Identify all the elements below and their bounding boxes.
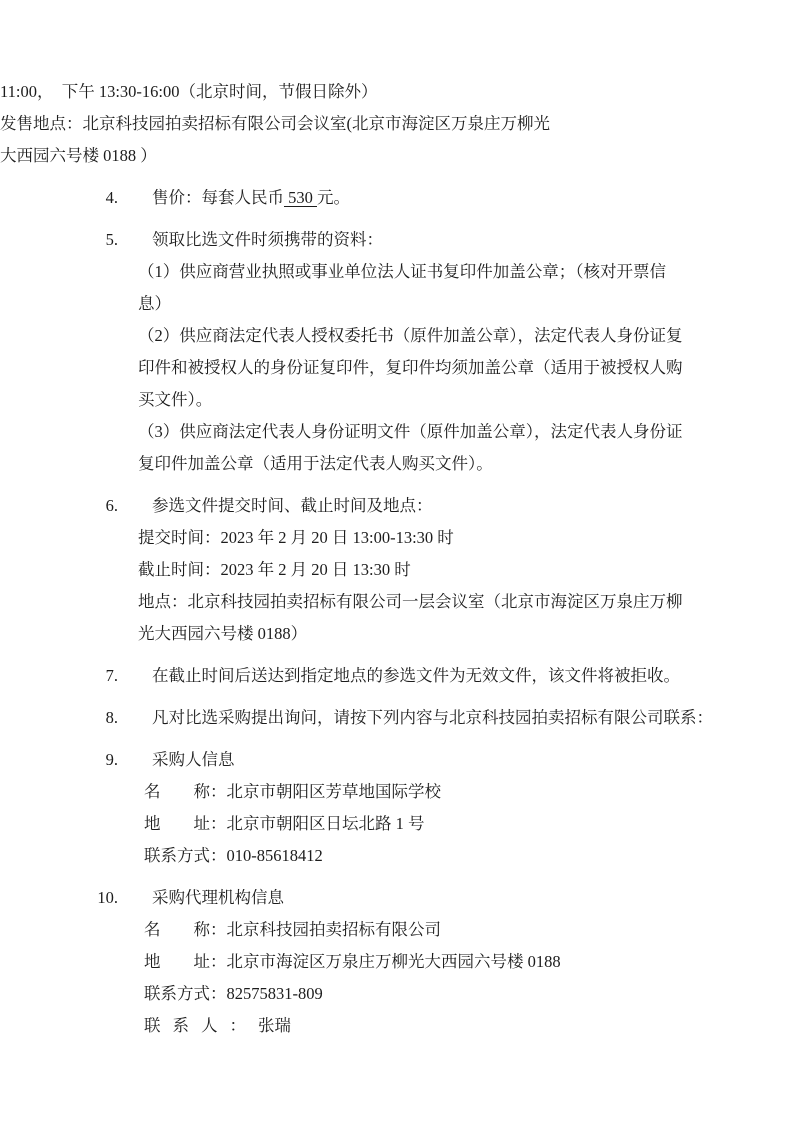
item-4-price [0,182,794,214]
contact-person-label: 联系人： [144,1016,258,1035]
price-line [152,182,794,214]
sale-hours-line: 11:00， 下午 13:30-16:00（北京时间，节假日除外） [0,82,378,101]
item-9-title: 采购人信息 [152,750,235,769]
sale-location-line-1: 发售地点：北京科技园拍卖招标有限公司会议室(北京市海淀区万泉庄万柳光 [0,114,550,133]
item-number: 5. [105,230,118,249]
item-number: 6. [105,496,118,515]
item-6-submission [0,490,794,650]
item-number: 4. [105,188,118,207]
price-prefix: 售价：每套人民币 [152,188,284,207]
item-5-line: 复印件加盖公章（适用于法定代表人购买文件）。 [138,454,493,473]
item-8-text: 凡对比选采购提出询问，请按下列内容与北京科技园拍卖招标有限公司联系： [152,708,713,727]
item-5-line: 息） [138,294,171,313]
item-9-purchaser-info [0,744,794,872]
item-8-inquiry [0,702,794,734]
place-line-2: 光大西园六号楼 0188） [138,624,308,643]
deadline-line: 截止时间：2023 年 2 月 20 日 13:30 时 [138,560,411,579]
item-5-line: 印件和被授权人的身份证复印件，复印件均须加盖公章（适用于被授权人购 [138,358,683,377]
agency-contact-person-line [144,1010,794,1042]
item-5-materials [0,224,794,480]
item-7-late-rejection [0,660,794,692]
submit-time-line: 提交时间：2023 年 2 月 20 日 13:00-13:30 时 [138,528,454,547]
item-5-line: （2）供应商法定代表人授权委托书（原件加盖公章），法定代表人身份证复 [138,326,683,345]
item-5-line: （3）供应商法定代表人身份证明文件（原件加盖公章），法定代表人身份证 [138,422,683,441]
agency-name-line: 名 称：北京科技园拍卖招标有限公司 [144,920,441,939]
price-amount-underlined: 530 [284,188,317,207]
agency-address-line: 地 址：北京市海淀区万泉庄万柳光大西园六号楼 0188 [144,952,561,971]
item-number: 7. [105,666,118,685]
item-5-title: 领取比选文件时须携带的资料： [152,230,383,249]
agency-contact-line: 联系方式：82575831-809 [144,984,323,1003]
page-content [0,76,794,1042]
item-7-text: 在截止时间后送达到指定地点的参选文件为无效文件，该文件将被拒收。 [152,666,680,685]
price-suffix: 元。 [317,188,350,207]
item-5-line: 买文件）。 [138,390,213,409]
item-number: 10. [97,888,118,907]
item-10-title: 采购代理机构信息 [152,888,284,907]
item-number: 8. [105,708,118,727]
item-number: 9. [105,750,118,769]
purchaser-contact-line: 联系方式：010-85618412 [144,846,323,865]
contact-person-value: 张瑞 [258,1016,291,1035]
item-5-line: （1）供应商营业执照或事业单位法人证书复印件加盖公章；（核对开票信 [138,262,666,281]
sale-location-line-2: 大西园六号楼 0188 ） [0,146,157,165]
item-6-title: 参选文件提交时间、截止时间及地点： [152,496,433,515]
place-line-1: 地点：北京科技园拍卖招标有限公司一层会议室（北京市海淀区万泉庄万柳 [138,592,683,611]
purchaser-name-line: 名 称：北京市朝阳区芳草地国际学校 [144,782,441,801]
purchaser-address-line: 地 址：北京市朝阳区日坛北路 1 号 [144,814,425,833]
item-10-agency-info [0,882,794,1042]
